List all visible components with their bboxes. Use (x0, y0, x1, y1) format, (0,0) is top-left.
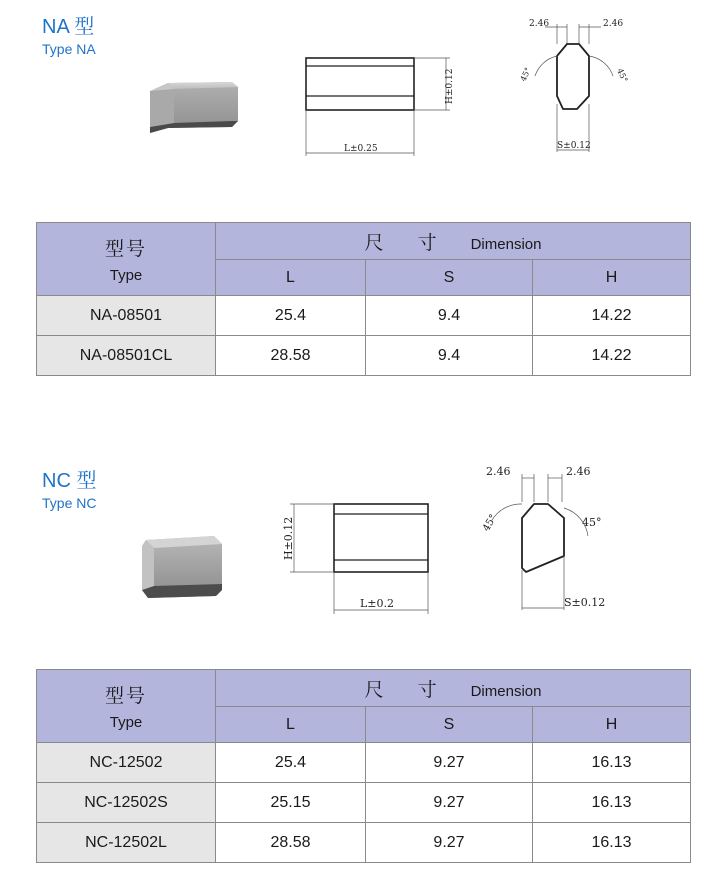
na-front-view-drawing (300, 52, 460, 162)
nc-row2-type: NC-12502S (37, 783, 216, 823)
na-row2-h: 14.22 (533, 336, 691, 376)
na-end-width: S±0.12 (557, 141, 591, 151)
na-row2-s: 9.4 (366, 336, 533, 376)
nc-col-h: H (533, 707, 691, 743)
na-title-cn: NA 型 (42, 16, 95, 38)
na-row2-type: NA-08501CL (37, 336, 216, 376)
na-angle-left: 45° (518, 66, 533, 83)
nc-end-right-dim: 2.46 (566, 465, 591, 478)
nc-row2-h: 16.13 (533, 783, 691, 823)
na-type-cn: 型号 (104, 238, 147, 260)
na-row1-l: 25.4 (216, 296, 366, 336)
nc-row1-l: 25.4 (216, 743, 366, 783)
nc-spec-table (36, 669, 691, 863)
na-section-title (42, 16, 96, 58)
na-end-view-drawing (505, 14, 645, 154)
na-row1-type: NA-08501 (37, 296, 216, 336)
nc-end-left-dim: 2.46 (486, 465, 511, 478)
table-row (37, 743, 691, 783)
na-end-left-dim: 2.46 (529, 19, 550, 29)
nc-row1-s: 9.27 (366, 743, 533, 783)
table-row (37, 783, 691, 823)
nc-angle-left: 45° (481, 512, 500, 534)
na-title-en: Type NA (42, 41, 96, 57)
na-row1-s: 9.4 (366, 296, 533, 336)
na-spec-table (36, 222, 691, 376)
nc-dimension-header (216, 670, 691, 707)
na-length-label: L±0.25 (344, 144, 378, 154)
nc-row3-h: 16.13 (533, 823, 691, 863)
na-end-right-dim: 2.46 (603, 19, 624, 29)
nc-row1-h: 16.13 (533, 743, 691, 783)
na-type-header (37, 223, 216, 296)
nc-type-header (37, 670, 216, 743)
nc-col-l: L (216, 707, 366, 743)
table-row (37, 823, 691, 863)
na-col-s: S (366, 260, 533, 296)
nc-end-width: S±0.12 (564, 596, 606, 609)
nc-row3-type: NC-12502L (37, 823, 216, 863)
nc-dimension-cn: 尺 寸 (364, 678, 451, 701)
nc-title-cn: NC 型 (42, 470, 97, 492)
na-insert-3d-image (140, 75, 240, 140)
nc-row2-l: 25.15 (216, 783, 366, 823)
na-dimension-cn: 尺 寸 (364, 231, 451, 254)
nc-type-cn: 型号 (104, 685, 147, 707)
nc-col-s: S (366, 707, 533, 743)
na-row1-h: 14.22 (533, 296, 691, 336)
nc-dimension-en: Dimension (470, 682, 542, 700)
nc-title-en: Type NC (42, 495, 97, 511)
table-row (37, 296, 691, 336)
na-dimension-en: Dimension (470, 235, 542, 253)
nc-angle-right: 45° (582, 516, 602, 529)
nc-insert-3d-image (138, 528, 238, 603)
table-row (37, 336, 691, 376)
nc-type-en: Type (109, 714, 143, 731)
nc-row1-type: NC-12502 (37, 743, 216, 783)
nc-row3-s: 9.27 (366, 823, 533, 863)
na-type-en: Type (109, 267, 143, 284)
na-height-label: H±0.12 (445, 68, 455, 104)
nc-height-label: H±0.12 (282, 516, 295, 560)
na-row2-l: 28.58 (216, 336, 366, 376)
nc-section-title (42, 470, 96, 512)
nc-row2-s: 9.27 (366, 783, 533, 823)
na-col-l: L (216, 260, 366, 296)
nc-front-view-drawing (280, 496, 450, 616)
na-col-h: H (533, 260, 691, 296)
na-dimension-header (216, 223, 691, 260)
nc-length-label: L±0.2 (360, 597, 395, 610)
na-angle-right: 45° (615, 67, 630, 84)
nc-end-view-drawing (470, 460, 630, 620)
nc-row3-l: 28.58 (216, 823, 366, 863)
